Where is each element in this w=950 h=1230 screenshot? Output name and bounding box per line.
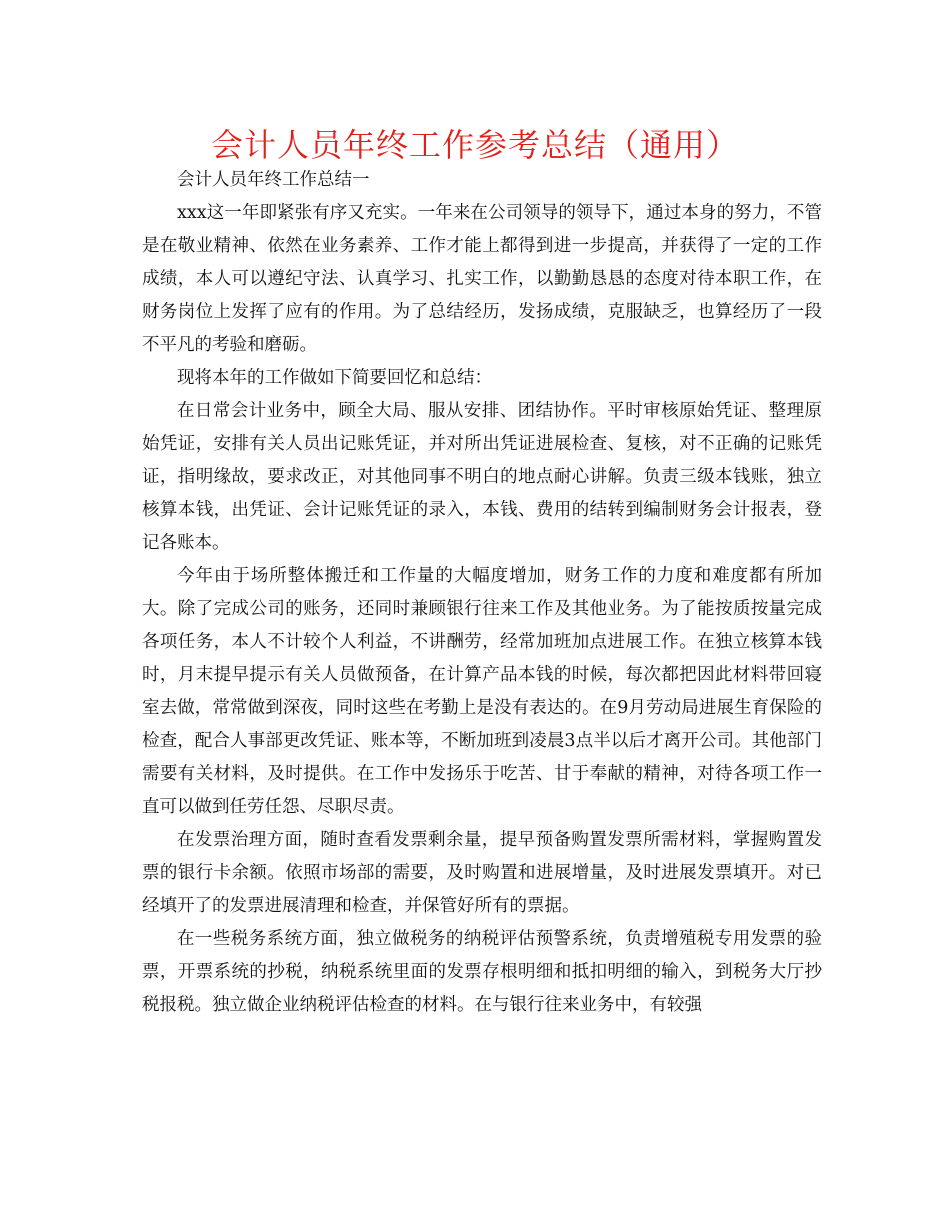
- document-title: 会计人员年终工作参考总结（通用）: [210, 126, 739, 164]
- section-heading: 会计人员年终工作总结一: [177, 170, 370, 190]
- paragraph: 今年由于场所整体搬迁和工作量的大幅度增加，财务工作的力度和难度都有所加大。除了完成公司的账务，还同时兼顾银行往来工作及其他业务。为了能按质按量完成各项任务，本人不计较个人利益，不讲酬劳，经常加班加点进展工作。在独立核算本钱时，月末提早提示有关人员做预备，在计算产品本钱的时候，每次都把因此材料带回寝室去做，常常做到深夜，同时这些在考勤上是没有表达的。在9月劳动局进展生育保险的检查，配合人事部更改凭证、账本等，不断加班到凌晨3点半以后才离开公司。其他部门需要有关材料，及时提供。在工作中发扬乐于吃苦、甘于奉献的精神，对待各项工作一直可以做到任劳任怨、尽职尽责。: [142, 566, 822, 817]
- paragraph: xxx这一年即紧张有序又充实。一年来在公司领导的领导下，通过本身的努力，不管是在敬业精神、依然在业务素养、工作才能上都得到进一步提高，并获得了一定的工作成绩，本人可以遵纪守法、认真学习、扎实工作，以勤勤恳恳的态度对待本职工作，在财务岗位上发挥了应有的作用。为了总结经历，发扬成绩，克服缺乏，也算经历了一段不平凡的考验和磨砺。: [142, 203, 822, 355]
- paragraph: 在发票治理方面，随时查看发票剩余量，提早预备购置发票所需材料，掌握购置发票的银行卡余额。依照市场部的需要，及时购置和进展增量，及时进展发票填开。对已经填开了的发票进展清理和检查，并保管好所有的票据。: [142, 830, 822, 916]
- paragraph: 在一些税务系统方面，独立做税务的纳税评估预警系统，负责增殖税专用发票的验票，开票系统的抄税，纳税系统里面的发票存根明细和抵扣明细的输入，到税务大厅抄税报税。独立做企业纳税评估检查的材料。在与银行往来业务中，有较强: [142, 929, 822, 1015]
- paragraph: 现将本年的工作做如下简要回忆和总结：: [177, 368, 492, 388]
- document-body: [142, 164, 822, 1022]
- paragraph: 在日常会计业务中，顾全大局、服从安排、团结协作。平时审核原始凭证、整理原始凭证，安排有关人员出记账凭证，并对所出凭证进展检查、复核，对不正确的记账凭证，指明缘故，要求改正，对其他同事不明白的地点耐心讲解。负责三级本钱账，独立核算本钱，出凭证、会计记账凭证的录入，本钱、费用的结转到编制财务会计报表，登记各账本。: [142, 401, 822, 553]
